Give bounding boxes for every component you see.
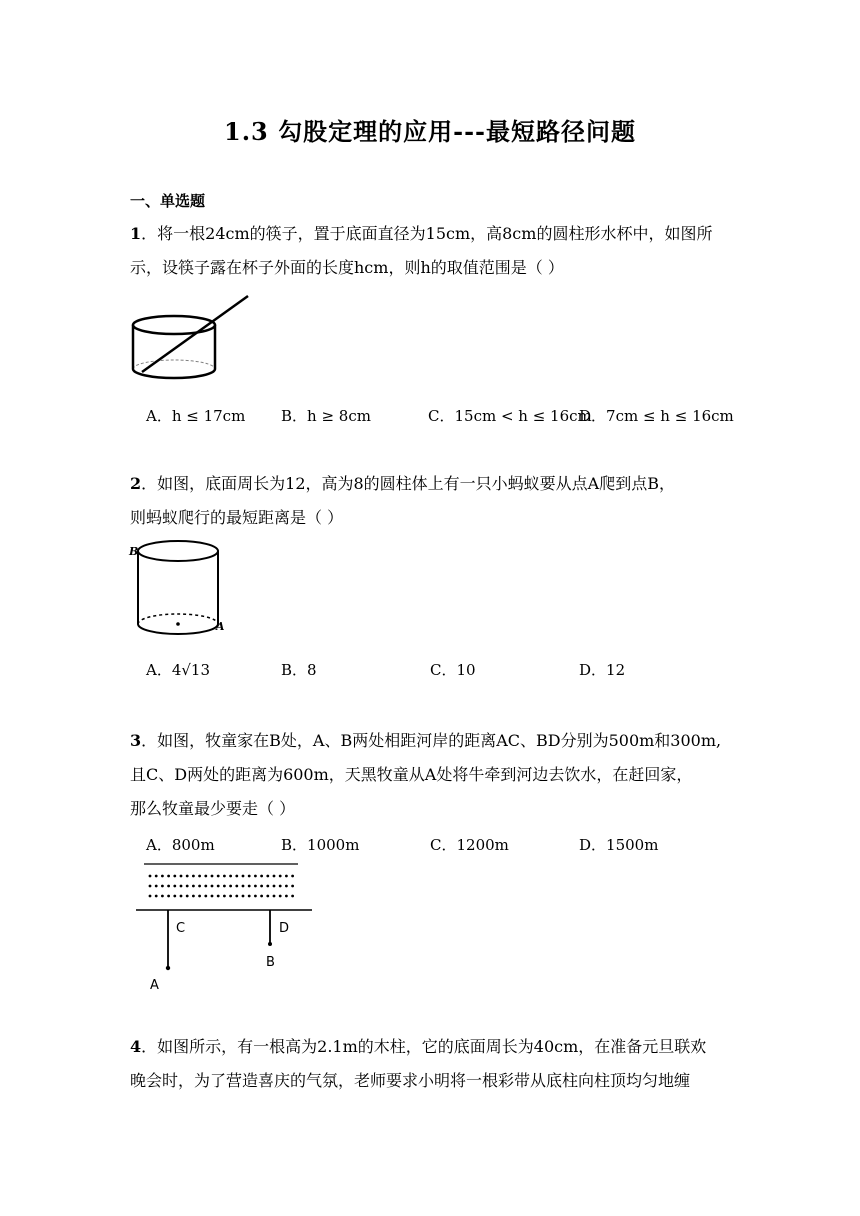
question-2-option-b: B．8 xyxy=(281,661,317,679)
question-3-option-c: C．1200m xyxy=(430,836,509,854)
question-4-number: 4 xyxy=(130,1037,142,1056)
question-3-line-1 xyxy=(130,731,721,751)
river-dots xyxy=(149,875,294,898)
question-3-option-a: A．800m xyxy=(146,836,215,854)
question-1-line-2: 示，设筷子露在杯子外面的长度hcm，则h的取值范围是（ ） xyxy=(130,258,564,277)
question-4-text-1: ．如图所示，有一根高为2.1m的木柱，它的底面周长为40cm，在准备元旦联欢 xyxy=(141,1037,707,1056)
question-2-line-2: 则蚂蚁爬行的最短距离是（ ） xyxy=(130,508,344,527)
question-3-river-figure xyxy=(136,858,318,994)
question-3-number: 3 xyxy=(130,731,142,750)
figure-2-label-b: B xyxy=(129,545,139,558)
question-4-line-1 xyxy=(130,1037,706,1057)
question-1-option-b: B．h ≥ 8cm xyxy=(281,407,371,425)
river-label-a: A xyxy=(150,978,159,993)
question-1-number: 1 xyxy=(130,224,142,243)
river-label-c: C xyxy=(176,921,186,936)
question-2-line-1 xyxy=(130,474,675,494)
question-1-option-a: A．h ≤ 17cm xyxy=(146,407,246,425)
question-3-text-1: ．如图，牧童家在B处，A、B两处相距河岸的距离AC、BD分别为500m和300m, xyxy=(141,731,722,750)
river-label-b: B xyxy=(266,955,275,970)
question-3-option-d: D．1500m xyxy=(579,836,659,854)
question-2-option-c: C．10 xyxy=(430,661,476,679)
question-1-text-1: ．将一根24cm的筷子，置于底面直径为15cm，高8cm的圆柱形水杯中，如图所 xyxy=(141,224,713,243)
question-3-line-2: 且C、D两处的距离为600m，天黑牧童从A处将牛牵到河边去饮水，在赶回家， xyxy=(130,765,693,784)
river-label-d: D xyxy=(279,921,290,936)
page-title: 1.3 勾股定理的应用---最短路径问题 xyxy=(224,117,636,146)
question-2-text-1: ．如图，底面周长为12，高为8的圆柱体上有一只小蚂蚁要从点A爬到点B， xyxy=(141,474,675,493)
question-3-line-3: 那么牧童最少要走（ ） xyxy=(130,799,296,818)
question-1-option-d: D．7cm ≤ h ≤ 16cm xyxy=(579,407,734,425)
question-1-option-c: C．15cm < h ≤ 16cm xyxy=(428,407,592,425)
question-2-option-d: D．12 xyxy=(579,661,626,679)
question-1-line-1 xyxy=(130,224,712,244)
question-1-figure xyxy=(130,292,255,384)
figure-2-label-a: A xyxy=(216,620,225,633)
question-4-line-2: 晚会时，为了营造喜庆的气氛，老师要求小明将一根彩带从底柱向柱顶均匀地缠 xyxy=(130,1071,691,1090)
question-2-figure xyxy=(128,537,240,642)
question-2-number: 2 xyxy=(130,474,142,493)
question-2-option-a: A．4√13 xyxy=(146,661,211,679)
question-3-option-b: B．1000m xyxy=(281,836,360,854)
section-heading: 一、单选题 xyxy=(130,192,206,210)
